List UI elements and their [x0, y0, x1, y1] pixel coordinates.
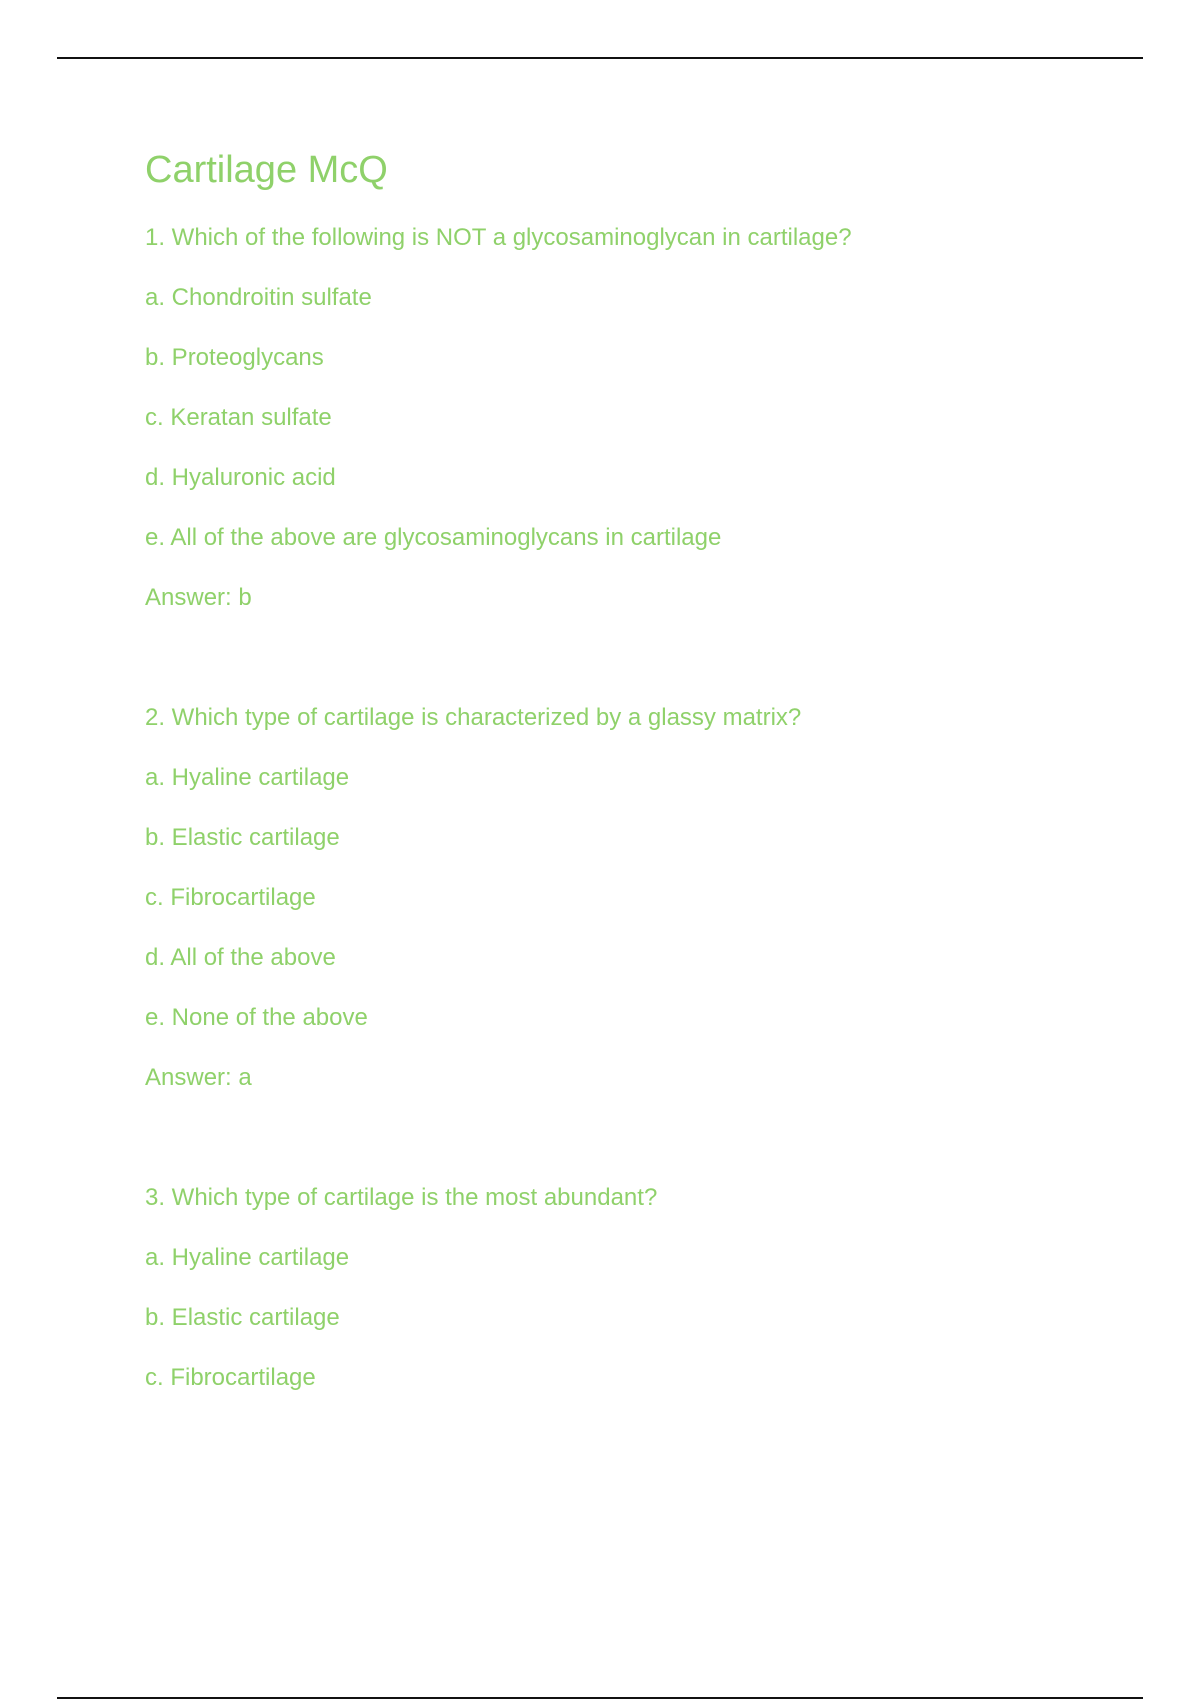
- answer-option-d: d. All of the above: [145, 944, 336, 971]
- question-separator: [145, 628, 1085, 688]
- answer-option-a: a. Chondroitin sulfate: [145, 284, 372, 311]
- answer-option-a: a. Hyaline cartilage: [145, 764, 350, 791]
- answer-option-c: c. Keratan sulfate: [145, 404, 332, 431]
- question-3: [145, 1168, 1085, 1408]
- question-prompt: 1. Which of the following is NOT a glycosaminoglycan in cartilage?: [145, 224, 852, 251]
- question-separator: [145, 1108, 1085, 1168]
- answer-option-c: c. Fibrocartilage: [145, 1364, 316, 1391]
- answer-option-a: a. Hyaline cartilage: [145, 1244, 350, 1271]
- page-bottom-rule: [57, 1697, 1143, 1699]
- answer-option-c: c. Fibrocartilage: [145, 884, 316, 911]
- answer-option-e: e. None of the above: [145, 1004, 368, 1031]
- document-body: [145, 140, 1085, 1408]
- answer-option-e: e. All of the above are glycosaminoglycans in cartilage: [145, 524, 722, 551]
- question-prompt: 2. Which type of cartilage is characterized by a glassy matrix?: [145, 704, 802, 731]
- answer-option-b: b. Elastic cartilage: [145, 1304, 340, 1331]
- question-1: [145, 208, 1085, 628]
- page-top-rule: [57, 57, 1143, 59]
- question-2: [145, 688, 1085, 1108]
- answer-key: Answer: a: [145, 1064, 252, 1091]
- answer-option-d: d. Hyaluronic acid: [145, 464, 336, 491]
- answer-key: Answer: b: [145, 584, 252, 611]
- document-title: Cartilage McQ: [145, 149, 388, 191]
- answer-option-b: b. Proteoglycans: [145, 344, 324, 371]
- question-prompt: 3. Which type of cartilage is the most abundant?: [145, 1184, 658, 1211]
- answer-option-b: b. Elastic cartilage: [145, 824, 340, 851]
